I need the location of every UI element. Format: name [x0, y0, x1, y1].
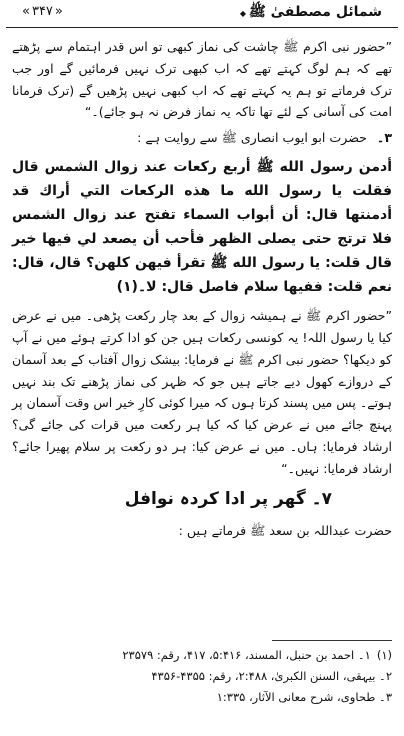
footnotes [12, 640, 392, 708]
book-title: شمائل مصطفیٰ ﷺ ◆ [240, 3, 382, 23]
arabic-hadith: أدمن رسول الله ﷺ أربع ركعات عند زوال الشمس قال فقلت يا رسول الله ما هذه الركعات التي أراك قد أدمنتها قال: أن أبواب السماء تفتح عند زوال الشمس فلا ترتج حتى يصلى الظهر فأحب أن يصعد لي فيها خير قال قلت: يا رسول الله ﷺ تقرأ فيهن كلهن؟ قال، قال: نعم قلت: ففيها سلام فاصل قال: لا۔(۱) [12, 159, 392, 296]
page-header [8, 0, 396, 30]
main-text [12, 36, 392, 542]
footnote-1 [12, 645, 392, 666]
footnote-marker: (۱) [376, 648, 392, 662]
intro-line: حضرت عبداللہ بن سعد ﷺ فرماتے ہیں : [178, 522, 392, 538]
hadith-translation-1: ”حضور نبی اکرم ﷺ چاشت کی نماز کبھی تو اس قدر اہتمام سے پڑھتے تھے کہ ہم لوگ کہتے تھے کہ اب کبھی ترک نہیں فرمائیں گے اور جب ترک فرماتے تو ہم یہ کہتے تھے کہ اب کبھی نہیں پڑھیں گے (ترک فرمانا امت کی آسانی کے لئے تھا تاکہ یہ نماز فرض نہ ہو جائے)۔“ [12, 39, 392, 120]
narration-line [12, 127, 392, 149]
footnote-text: ۲۔ بیہقی، السنن الکبریٰ، ۲:۴۸۸، رقم: ۴۳۵۵-۴۳۵۶ [151, 669, 392, 683]
footnote-2 [12, 666, 392, 687]
footnote-3 [12, 687, 392, 708]
section-heading: ۷۔ گھر پر ادا کردہ نوافل [124, 488, 332, 509]
footnote-text: ۳۔ طحاوی، شرح معانی الآثار، ۱:۳۳۵ [216, 690, 392, 704]
hadith-translation-2: ”حضور اکرم ﷺ نے ہمیشہ زوال کے بعد چار رکعت پڑھی۔ میں نے عرض کیا یا رسول اللہ! یہ کونسی رکعات ہیں جن کو ادا کرتے ہوئے میں نے آپ کو دیکھا؟ حضور نبی اکرم ﷺ نے فرمایا: بیشک زوال آفتاب کے بعد آسمان کے دروازے کھول دیے جاتے ہیں جو کہ ظہر کی نماز پڑھنے تک بند نہیں ہوتے۔ پس میں پسند کرتا ہوں کہ میرا کوئی کارِ خیر اس وقت آسمان پر پہنچ جائے میں نے عرض کیا کہ کیا ہر رکعت میں قرات کی جائے گی؟ ارشاد فرمایا: ہاں۔ میں نے عرض کیا: ہر دو رکعت پر سلام پھیرا جائے؟ ارشاد فرمایا: نہیں۔“ [12, 308, 392, 476]
narration-number: ۳۔ [376, 130, 392, 146]
narration-text: حضرت ابو ایوب انصاری ﷺ سے روایت ہے : [137, 130, 367, 146]
footnote-rule [272, 640, 392, 641]
footnote-text: ۱۔ احمد بن حنبل، المسند، ۵:۴۱۶، ۴۱۷، رقم: ۲۳۵۷۹ [122, 648, 371, 662]
page-number: « ۳۴۷ » [22, 4, 63, 19]
header-rule [6, 27, 398, 28]
